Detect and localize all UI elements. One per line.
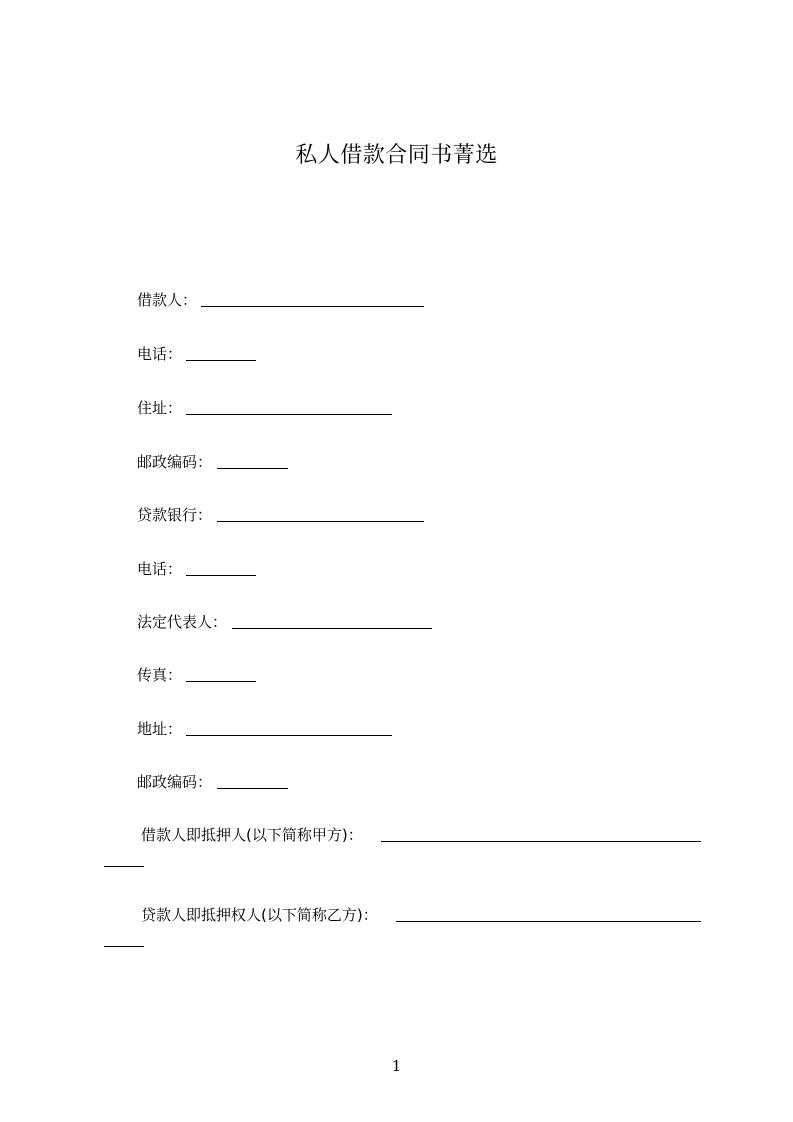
field-postcode-blank xyxy=(217,468,288,469)
field-borrower-blank xyxy=(201,306,424,307)
document-title: 私人借款合同书菁选 xyxy=(295,143,498,168)
field-legal-rep-blank xyxy=(232,628,432,629)
field-bank-address-blank xyxy=(186,735,392,736)
field-bank-address-label: 地址： xyxy=(137,720,183,738)
field-address-blank xyxy=(186,414,392,415)
field-bank-postcode-blank xyxy=(217,788,288,789)
party-a-blank xyxy=(381,841,701,842)
page-number: 1 xyxy=(391,1057,402,1075)
field-legal-rep-label: 法定代表人： xyxy=(137,613,228,631)
field-bank-postcode-label: 邮政编码： xyxy=(137,773,213,791)
party-b-blank xyxy=(396,921,701,922)
field-fax-blank xyxy=(186,681,256,682)
field-fax-label: 传真： xyxy=(137,666,183,684)
field-bank-phone-blank xyxy=(186,575,256,576)
field-phone-label: 电话： xyxy=(137,345,183,363)
party-b-blank-continued xyxy=(104,946,144,947)
field-lender-bank-blank xyxy=(217,521,424,522)
field-borrower-label: 借款人： xyxy=(137,291,198,309)
field-postcode-label: 邮政编码： xyxy=(137,453,213,471)
field-phone-blank xyxy=(186,360,256,361)
party-a-label: 借款人即抵押人(以下简称甲方)： xyxy=(141,826,363,844)
field-address-label: 住址： xyxy=(137,399,183,417)
party-a-blank-continued xyxy=(104,866,144,867)
field-lender-bank-label: 贷款银行： xyxy=(137,506,213,524)
party-b-label: 贷款人即抵押权人(以下简称乙方)： xyxy=(141,906,378,924)
field-bank-phone-label: 电话： xyxy=(137,560,183,578)
